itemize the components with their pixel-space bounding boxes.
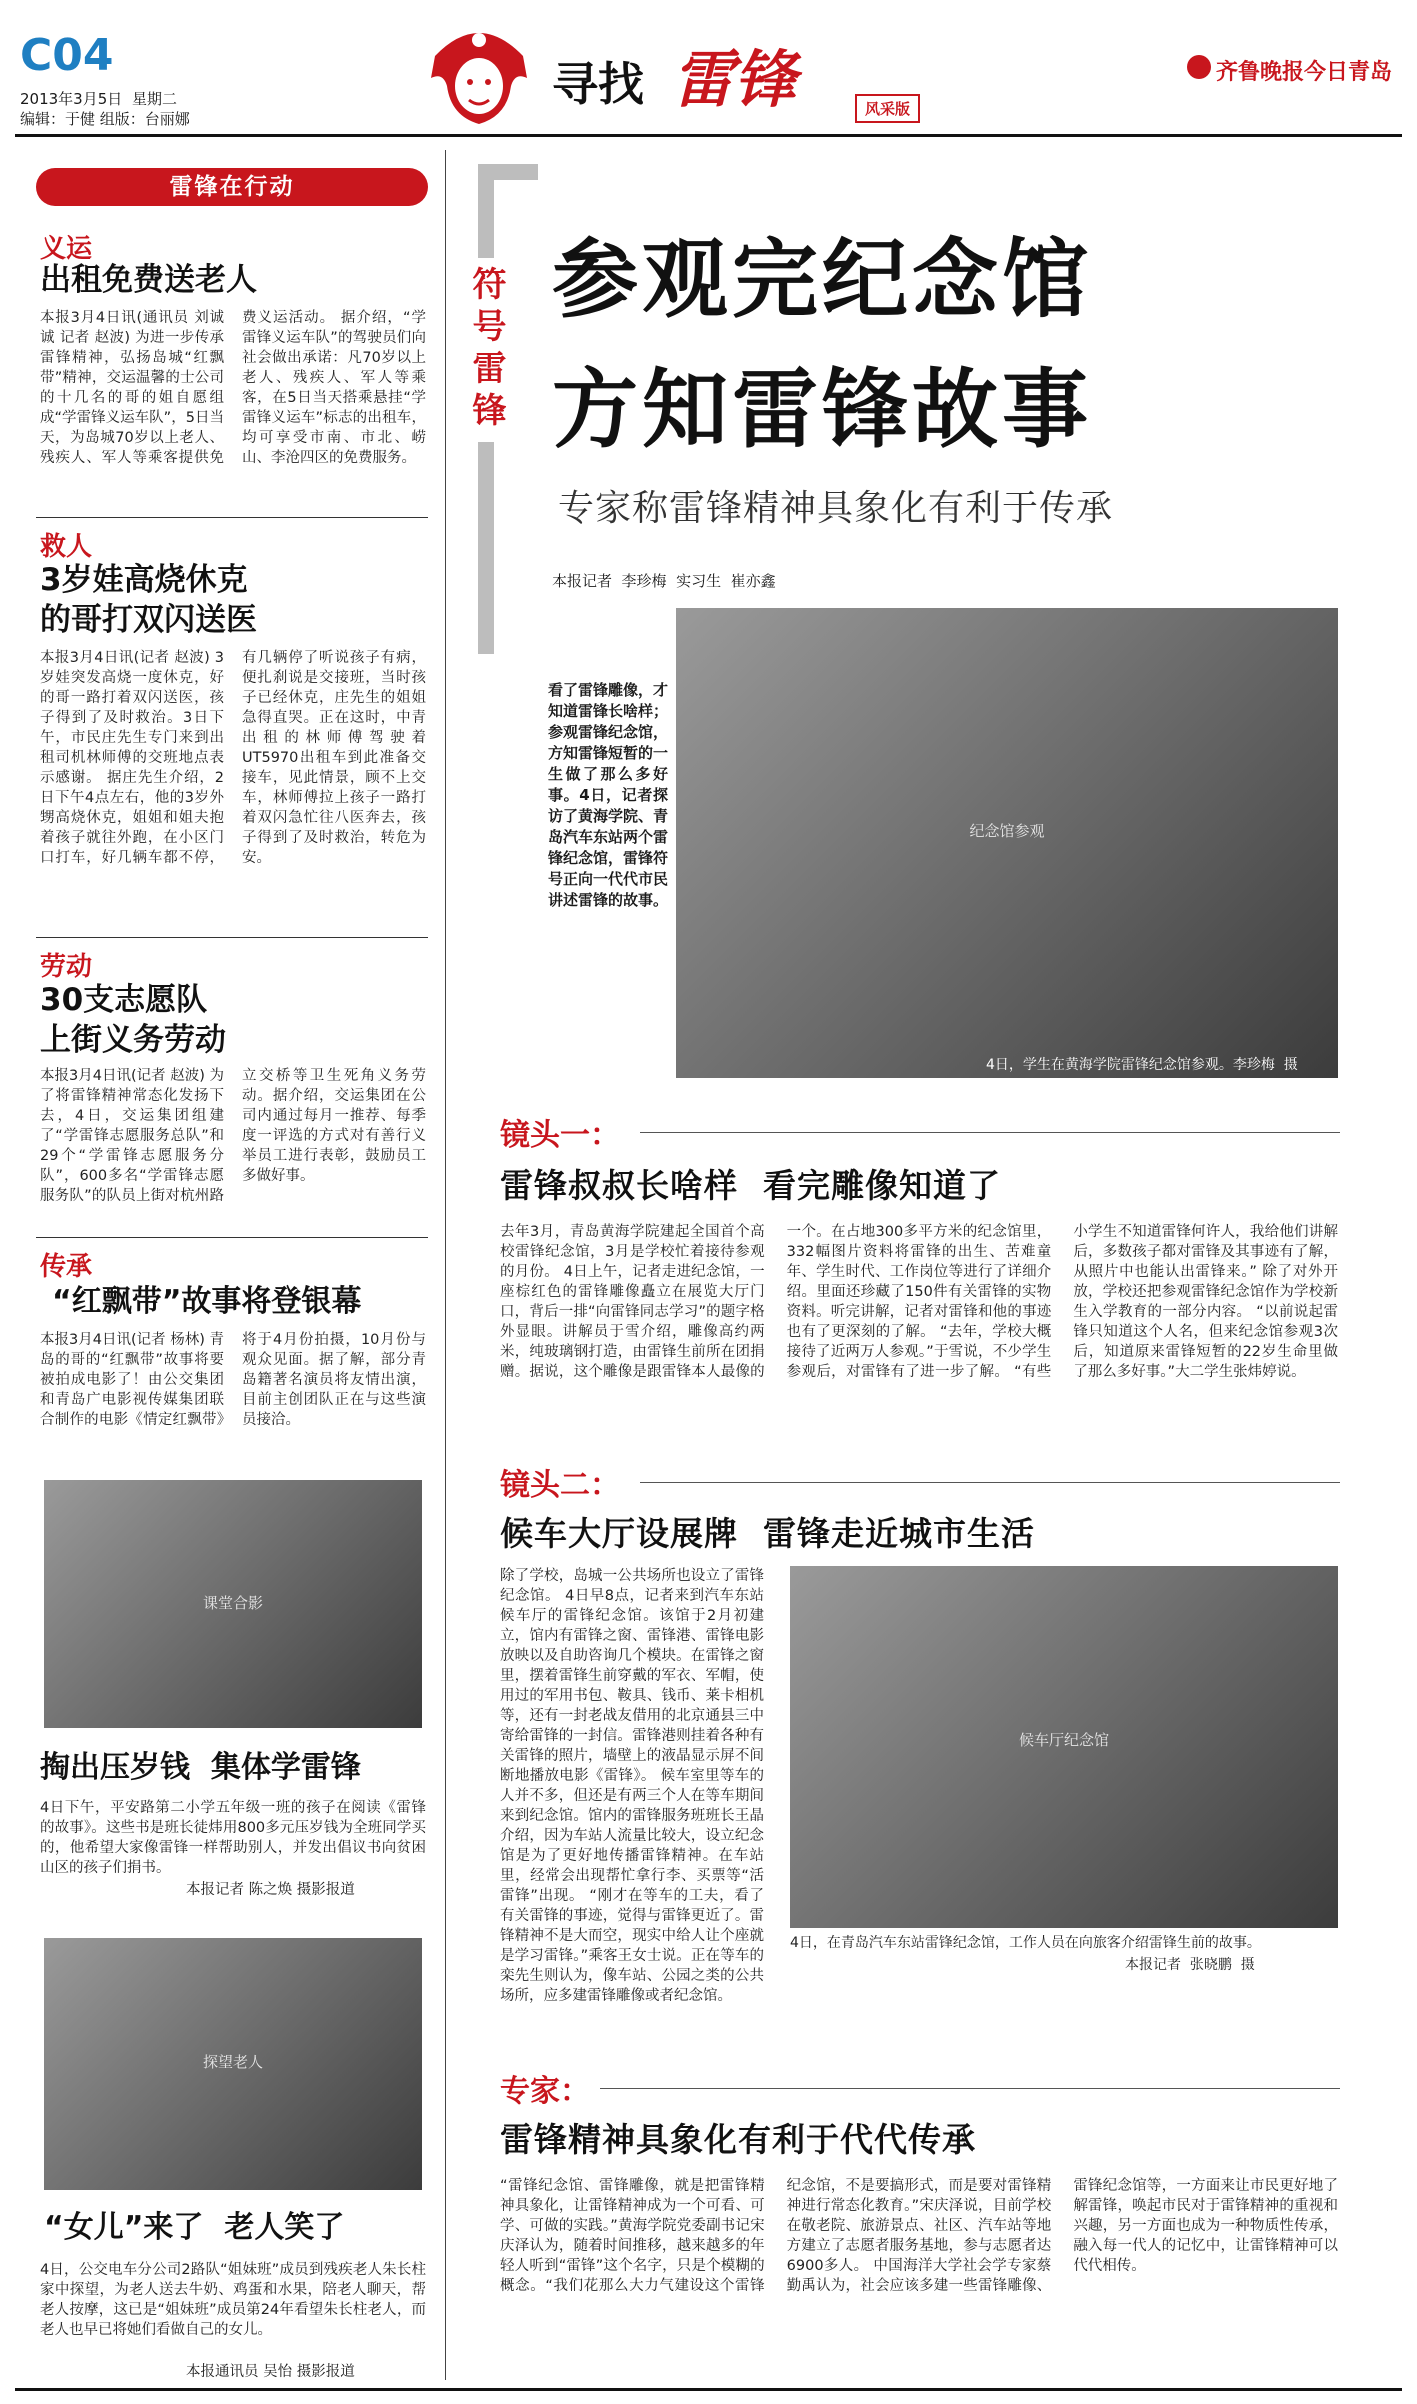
item-title: “红飘带”故事将登银幕	[52, 1284, 362, 1319]
visit-photo	[44, 1938, 422, 2190]
item-body: 本报3月4日讯(记者 杨林) 青岛的哥的“红飘带”故事将要被拍成电影了！由公交集团和青岛广电影视传媒集团联合制作的电影《情定红飘带》将于4月份拍摄，10月份与观众见面。据了解，部分青岛籍著名演员将友情出演，目前主创团队正在与这些演员接洽。	[40, 1332, 426, 1428]
weekday: 星期二	[132, 90, 178, 108]
classroom-photo	[44, 1480, 422, 1728]
section-body: “雷锋纪念馆、雷锋雕像，就是把雷锋精神具象化，让雷锋精神成为一个可看、可学、可做的实践。”黄海学院党委副书记宋庆泽认为，随着时间推移，越来越多的年轻人听到“雷锋”这个名字，只是个模糊的概念。“我们花那么大力气建设这个雷锋纪念馆，不是要搞形式，而是要对雷锋精神进行常态化教育。”宋庆泽说，目前学校在敬老院、旅游景点、社区、汽车站等地方建立了志愿者服务基地，参与志愿者达6900多人。 中国海洋大学社会学专家蔡勤禹认为，社会应该多建一些雷锋雕像、雷锋纪念馆等，一方面来让市民更好地了解雷锋，唤起市民对于雷锋精神的重视和兴趣，另一方面也成为一种物质性传承，融入每一代人的记忆中，让雷锋精神可以代代相传。	[500, 2178, 1338, 2294]
paper-name: 齐鲁晚报今日青岛	[1216, 60, 1393, 85]
section-label: 专家：	[500, 2074, 590, 2109]
masthead-rule	[15, 134, 1402, 137]
photo-label: 探望老人	[202, 2053, 263, 2072]
photo-label: 课堂合影	[202, 1593, 263, 1612]
item-body: 本报3月4日讯(通讯员 刘诚诚 记者 赵波) 为进一步传承雷锋精神，弘扬岛城“红飘带”精神，交运温馨的士公司的十几名的哥的姐自愿组成“学雷锋义运车队”，5日当天，为岛城70岁以上老人、残疾人、军人等乘客提供免费义运活动。 据介绍，“学雷锋义运车队”的驾驶员们向社会做出承诺：凡70岁以上老人、残疾人、军人等乘客，在5日当天搭乘悬挂“学雷锋义运车”标志的出租车，均可享受市南、市北、崂山、李沧四区的免费服务。	[40, 310, 426, 466]
photo-label: 纪念馆参观	[969, 821, 1045, 840]
item-body: 本报3月4日讯(记者 赵波) 3岁娃突发高烧一度休克，好的哥一路打着双闪送医，孩子得到了及时救治。3日下午，市民庄先生专门来到出租司机林师傅的交班地点表示感谢。 据庄先生介绍，2日下午4点左右，他的3岁外甥高烧休克，姐姐和姐夫抱着孩子就往外跑，在小区门口打车，好几辆车都不停，有几辆停了听说孩子有病，便扎刹说是交接班，当时孩子已经休克，庄先生的姐姐急得直哭。正在这时，中青出租的林师傅驾驶着UT5970出租车到此准备交接车，见此情景，顾不上交车，林师傅拉上孩子一路打着双闪急忙往八医奔去，孩子得到了及时救治，转危为安。	[40, 650, 426, 866]
column-name: 寻找	[552, 57, 644, 111]
editors: 编辑：于健 组版：台丽娜	[20, 110, 190, 128]
section-headline: 雷锋叔叔长啥样 看完雕像知道了	[500, 1166, 1001, 1205]
section-tag: 义运	[40, 234, 93, 264]
section-label: 镜头二：	[500, 1468, 620, 1503]
section-rule	[600, 2088, 1340, 2089]
headline-bracket-top	[478, 164, 538, 180]
lei-feng-emblem-icon	[415, 16, 543, 128]
station-photo	[790, 1566, 1338, 1928]
section-tag: 劳动	[40, 952, 93, 982]
section-rule	[640, 1132, 1340, 1133]
column-divider	[445, 150, 446, 2380]
feature-title: 掏出压岁钱 集体学雷锋	[40, 1750, 361, 1785]
photo-caption: 4日，在青岛汽车东站雷锋纪念馆，工作人员在向旅客介绍雷锋生前的故事。	[790, 1935, 1261, 1951]
section-body: 除了学校，岛城一公共场所也设立了雷锋纪念馆。 4日早8点，记者来到汽车东站候车厅的雷锋纪念馆。该馆于2月初建立，馆内有雷锋之窗、雷锋港、雷锋电影放映以及自助咨询几个模块。在雷锋之窗里，摆着雷锋生前穿戴的军衣、军帽，使用过的军用书包、鞍具、钱币、莱卡相机等，还有一封老战友借用的北京通县三中寄给雷锋的一封信。雷锋港则挂着各种有关雷锋的照片，墙壁上的液晶显示屏不间断地播放电影《雷锋》。 候车室里等车的人并不多，但还是有两三个人在等车期间来到纪念馆。馆内的雷锋服务班班长王晶介绍，因为车站人流量比较大，设立纪念馆是为了更好地传播雷锋精神。在车站里，经常会出现帮忙拿行李、买票等“活雷锋”出现。 “刚才在等车的工夫，看了有关雷锋的事迹，觉得与雷锋更近了。雷锋精神不是大而空，现实中给人让个座就是学习雷锋。”乘客王女士说。正在等车的栾先生则认为，像车站、公园之类的公共场所，应多建雷锋雕像或者纪念馆。	[500, 1568, 764, 2004]
photo-credit: 本报记者 张晓鹏 摄	[1125, 1957, 1255, 1973]
feature-body: 4日下午，平安路第二小学五年级一班的孩子在阅读《雷锋的故事》。这些书是班长徒炜用800多元压岁钱为全班同学买的，他希望大家像雷锋一样帮助别人，并发出倡议书向贫困山区的孩子们捐书。	[40, 1800, 426, 1876]
section-label: 镜头一：	[500, 1118, 620, 1153]
feature-body: 4日，公交电车分公司2路队“姐妹班”成员到残疾老人朱长柱家中探望，为老人送去牛奶、鸡蛋和水果，陪老人聊天，帮老人按摩，这已是“姐妹班”成员第24年看望朱长柱老人，而老人也早已将她们看做自己的女儿。	[40, 2262, 426, 2338]
left-column	[36, 160, 428, 2385]
feature-title: “女儿”来了 老人笑了	[44, 2210, 345, 2245]
paper-logo-icon	[1187, 55, 1211, 79]
headline-line2: 方知雷锋故事	[552, 360, 1092, 460]
byline: 本报记者 李珍梅 实习生 崔亦鑫	[552, 572, 776, 590]
lead-caption: 看了雷锋雕像，才知道雷锋长啥样；参观雷锋纪念馆，方知雷锋短暂的一生做了那么多好事。4日，记者探访了黄海学院、青岛汽车东站两个雷锋纪念馆，雷锋符号正向一代代市民讲述雷锋的故事。	[548, 681, 669, 909]
item-title: 出租免费送老人	[40, 262, 257, 298]
item-title: 30支志愿队 上街义务劳动	[40, 982, 226, 1058]
item-title: 3岁娃高烧休克 的哥打双闪送医	[40, 562, 257, 638]
photo-label: 候车厅纪念馆	[1018, 1730, 1109, 1749]
section-body: 去年3月，青岛黄海学院建起全国首个高校雷锋纪念馆，3月是学校忙着接待参观的月份。 4日上午，记者走进纪念馆，一座棕红色的雷锋雕像矗立在展览大厅门口，背后一排“向雷锋同志学习”的题字格外显眼。讲解员于雪介绍，雕像高约两米，纯玻璃钢打造，由雷锋生前所在团捐赠。据说，这个雕像是跟雷锋本人最像的一个。在占地300多平方米的纪念馆里，332幅图片资料将雷锋的出生、苦难童年、学生时代、工作岗位等进行了详细介绍。里面还珍藏了150件有关雷锋的实物资料。听完讲解，记者对雷锋和他的事迹也有了更深刻的了解。 “去年，学校大概接待了近两万人参观。”于雪说，不少学生参观后，对雷锋有了进一步了解。 “有些小学生不知道雷锋何许人，我给他们讲解后，多数孩子都对雷锋及其事迹有了解，从照片中也能认出雷锋来。” 除了对外开放，学校还把参观雷锋纪念馆作为学校新生入学教育的一部分内容。 “以前说起雷锋只知道这个人名，但来纪念馆参观3次后，知道原来雷锋短暂的22岁生命里做了那么多好事。”大二学生张炜婷说。	[500, 1224, 1338, 1380]
stamp: 风采版	[855, 94, 920, 123]
masthead	[0, 0, 1417, 130]
banner	[36, 168, 428, 206]
section-tag: 救人	[40, 532, 93, 562]
column-name-art: 雷锋	[672, 43, 797, 116]
item-body: 本报3月4日讯(记者 赵波) 为了将雷锋精神常态化发扬下去，4日，交运集团组建了“学雷锋志愿服务总队”和29个“学雷锋志愿服务分队”，600多名“学雷锋志愿服务队”的队员上街对杭州路立交桥等卫生死角义务劳动。据介绍，交运集团在公司内通过每月一推荐、每季度一评选的方式对有善行义举员工进行表彰，鼓励员工多做好事。	[40, 1068, 426, 1204]
date: 2013年3月5日	[20, 90, 123, 108]
section-headline: 候车大厅设展牌 雷锋走近城市生活	[500, 1514, 1035, 1553]
footer-rule	[15, 2388, 1402, 2391]
headline-line1: 参观完纪念馆	[552, 230, 1092, 330]
section-headline: 雷锋精神具象化有利于代代传承	[500, 2120, 976, 2159]
photo-caption: 4日，学生在黄海学院雷锋纪念馆参观。李珍梅 摄	[986, 1057, 1298, 1073]
photo-credit: 本报通讯员 吴怡 摄影报道	[186, 2364, 355, 2380]
section-rule	[640, 1482, 1340, 1483]
museum-photo	[676, 608, 1338, 1078]
subheadline: 专家称雷锋精神具象化有利于传承	[558, 488, 1114, 529]
page-code: C04	[20, 30, 114, 81]
kicker-vertical: 符号雷锋	[463, 258, 509, 442]
banner-title: 雷锋在行动	[169, 174, 295, 200]
photo-credit: 本报记者 陈之焕 摄影报道	[186, 1882, 355, 1898]
section-tag: 传承	[40, 1252, 93, 1282]
